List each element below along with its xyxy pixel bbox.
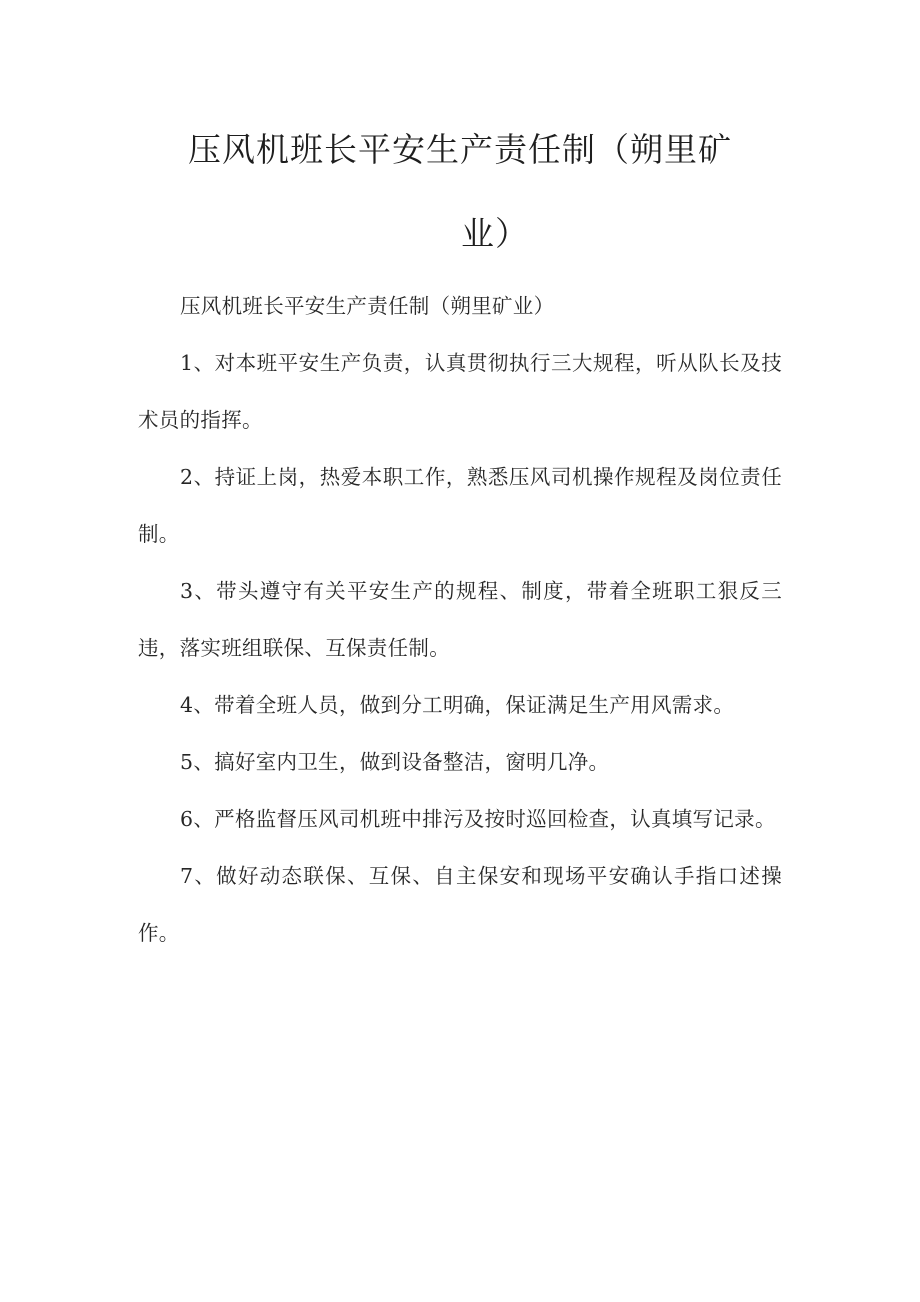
- item-paragraph: 7、做好动态联保、互保、自主保安和现场平安确认手指口述操作。: [138, 864, 782, 945]
- document-title: [140, 108, 780, 276]
- item-paragraph: 2、持证上岗，热爱本职工作，熟悉压风司机操作规程及岗位责任制。: [138, 465, 782, 546]
- item-paragraph: 4、带着全班人员，做到分工明确，保证满足生产用风需求。: [180, 693, 735, 717]
- item-paragraph: 5、搞好室内卫生，做到设备整洁，窗明几净。: [180, 750, 610, 774]
- item-paragraph: 3、带头遵守有关平安生产的规程、制度，带着全班职工狠反三违，落实班组联保、互保责任制。: [138, 579, 782, 660]
- title-line-1: 压风机班长平安生产责任制（朔里矿: [188, 130, 732, 169]
- title-line-2: 业）: [461, 214, 529, 253]
- document-body: [138, 278, 782, 962]
- item-paragraph: 1、对本班平安生产负责，认真贯彻执行三大规程，听从队长及技术员的指挥。: [138, 351, 782, 432]
- item-paragraph: 6、严格监督压风司机班中排污及按时巡回检查，认真填写记录。: [180, 807, 776, 831]
- subtitle-paragraph: 压风机班长平安生产责任制（朔里矿业）: [180, 294, 555, 318]
